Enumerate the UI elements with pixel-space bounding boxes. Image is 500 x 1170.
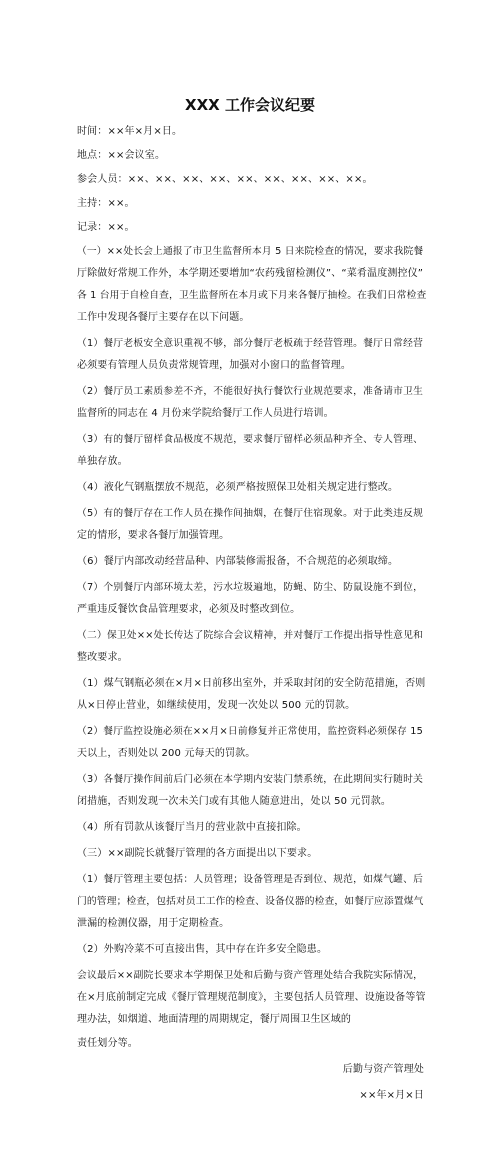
body-line: （1）煤气钢瓶必须在×月×日前移出室外，并采取封闭的安全防范措施，否则: [77, 678, 426, 689]
signature-organization: 后勤与资产管理处: [342, 1064, 424, 1075]
body-line: （2）外购冷菜不可直接出售，其中存在许多安全隐患。: [77, 944, 328, 955]
body-line: 从×日停止营业，如继续使用，发现一次处以 500 元的罚款。: [77, 700, 356, 711]
body-line: （7）个别餐厅内部环境太差，污水垃圾遍地，防蝇、防尘、防鼠设施不到位，: [77, 582, 423, 593]
body-line: 门的管理；检查，包括对员工工作的检查、设备仪器的检查，如餐厅应添置煤气: [77, 896, 424, 907]
body-line: 定的情形，要求各餐厅加强管理。: [77, 530, 230, 541]
document-title: XXX 工作会议纪要: [185, 96, 315, 114]
meeting-host: 主持：××。: [77, 198, 135, 209]
body-line: （三）××副院长就餐厅管理的各方面提出以下要求。: [77, 848, 318, 859]
body-line: 泄漏的检测仪器，用于定期检查。: [77, 918, 230, 929]
body-line: 整改要求。: [77, 652, 128, 663]
body-line: （二）保卫处××处长传达了院综合会议精神，并对餐厅工作提出指导性意见和: [77, 630, 423, 641]
body-line: 各 1 台用于自检自查，卫生监督所在本月或下月来各餐厅抽检。在我们日常检查: [77, 290, 427, 301]
body-line: （2）餐厅监控设施必须在××月×日前修复并正常使用，监控资料必须保存 15: [77, 726, 423, 737]
body-line: 会议最后××副院长要求本学期保卫处和后勤与资产管理处结合我院实际情况，: [77, 970, 423, 981]
body-line: （3）有的餐厅留样食品极度不规范，要求餐厅留样必须品种齐全、专人管理、: [77, 434, 423, 445]
body-line: 理办法，如烟道、地面清理的周期规定，餐厅周围卫生区域的: [77, 1014, 352, 1025]
body-line: （一）××处长会上通报了市卫生监督所本月 5 日来院检查的情况，要求我院餐: [77, 246, 424, 257]
body-line: 严重违反餐饮食品管理要求，必须及时整改到位。: [77, 604, 301, 615]
body-line: 厅除做好常规工作外，本学期还要增加“农药残留检测仪”、“菜肴温度测控仪”: [77, 268, 424, 279]
body-line: 闭措施，否则发现一次未关门或有其他人随意进出，处以 50 元罚款。: [77, 796, 392, 807]
meeting-attendees: 参会人员：××、××、××、××、××、××、××、××、××。: [77, 174, 373, 185]
body-line: （2）餐厅员工素质参差不齐，不能很好执行餐饮行业规范要求，准备请市卫生: [77, 386, 423, 397]
body-line: （5）有的餐厅存在工作人员在操作间抽烟，在餐厅住宿现象。对于此类违反规: [77, 508, 423, 519]
body-line: 单独存放。: [77, 456, 128, 467]
body-line: 工作中发现各餐厅主要存在以下问题。: [77, 312, 250, 323]
meeting-time: 时间：××年×月×日。: [77, 126, 183, 137]
body-line: （6）餐厅内部改动经营品种、内部装修需报备，不合规范的必须取缔。: [77, 556, 399, 567]
body-line: 必须要有管理人员负责常规管理，加强对小窗口的监督管理。: [77, 360, 352, 371]
body-line: 天以上，否则处以 200 元每天的罚款。: [77, 748, 256, 759]
body-line: （1）餐厅老板安全意识重视不够，部分餐厅老板疏于经营管理。餐厅日常经营: [77, 338, 423, 349]
signature-date: ××年×月×日: [359, 1090, 424, 1101]
meeting-location: 地点：××会议室。: [77, 150, 166, 161]
body-line: 责任划分等。: [77, 1038, 138, 1049]
body-line: （3）各餐厅操作间前后门必须在本学期内安装门禁系统，在此期间实行随时关: [77, 774, 423, 785]
body-line: （4）所有罚款从该餐厅当月的营业款中直接扣除。: [77, 822, 307, 833]
body-line: 在×月底前制定完成《餐厅管理规范制度》，主要包括人员管理、设施设备等管: [77, 992, 426, 1003]
body-line: 监督所的同志在 4 月份来学院给餐厅工作人员进行培训。: [77, 408, 334, 419]
body-line: （4）液化气钢瓶摆放不规范，必须严格按照保卫处相关规定进行整改。: [77, 482, 399, 493]
meeting-recorder: 记录：××。: [77, 222, 135, 233]
body-line: （1）餐厅管理主要包括：人员管理；设备管理是否到位、规范，如煤气罐、后: [77, 874, 423, 885]
